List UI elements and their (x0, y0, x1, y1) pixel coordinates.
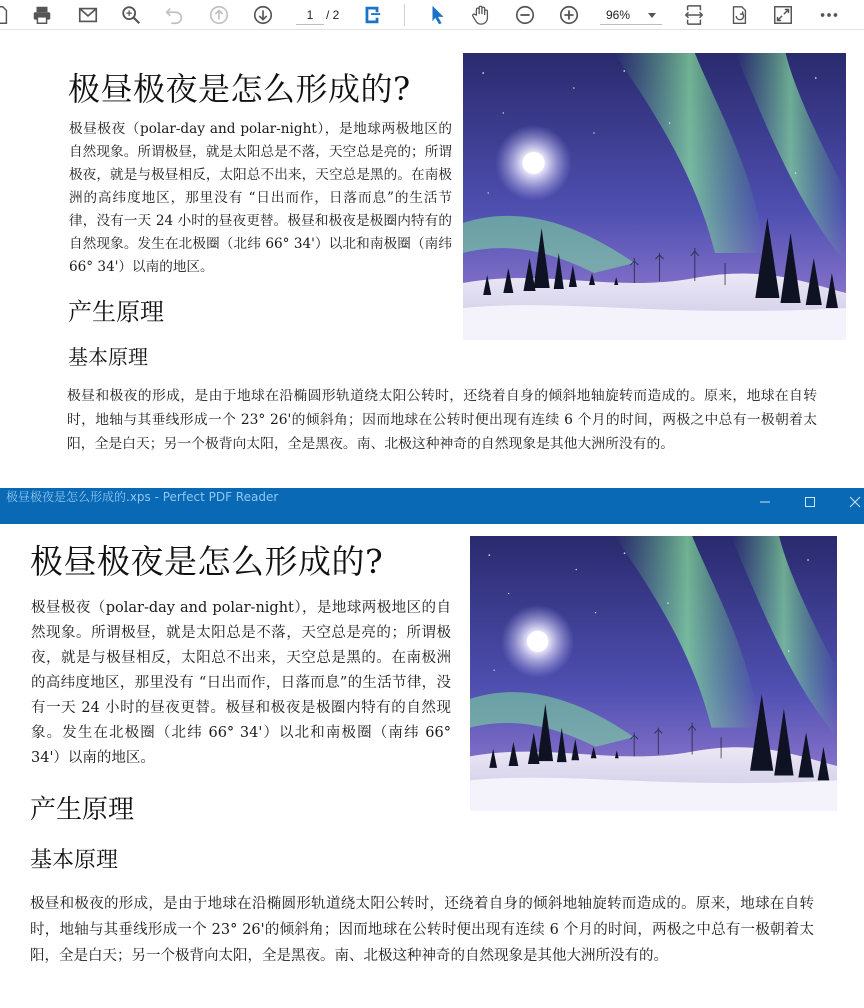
aurora-photo (463, 53, 846, 340)
zoom-out-icon[interactable] (511, 1, 539, 29)
subsection-heading-basic: 基本原理 (68, 345, 148, 369)
close-button[interactable] (835, 488, 864, 516)
page-title: 极昼极夜是怎么形成的? (68, 70, 411, 108)
toolbar-divider (404, 4, 405, 26)
page-number-input[interactable]: 1 (296, 5, 324, 25)
print-icon[interactable] (28, 1, 56, 29)
intro-paragraph: 极昼极夜（polar-day and polar-night），是地球两极地区的自然现象。所谓极昼，就是太阳总是不落，天空总是亮的；所谓极夜，就是与极昼相反，太阳总不出来，天空总是黑的。在南极洲的高纬度地区，那里没有 “日出而作，日落而息”的生活节律，没有一天 24 小时的昼夜更替。极昼和极夜是极圈内特有的自然现象。发生在北极圈（北纬 66° 34'）以北和南极圈（南纬 66° 34'）以南的地区。 (31, 600, 451, 766)
select-pointer-icon[interactable] (424, 1, 452, 29)
mail-icon[interactable] (74, 1, 102, 29)
window-title-bar (0, 488, 864, 524)
maximize-icon (804, 496, 816, 508)
fullscreen-icon[interactable] (769, 1, 797, 29)
minimize-button[interactable] (745, 488, 785, 516)
arrow-up-icon[interactable] (205, 1, 233, 29)
fit-width-icon[interactable] (680, 1, 708, 29)
page-title: 极昼极夜是怎么形成的? (30, 542, 384, 581)
maximize-button[interactable] (790, 488, 830, 516)
basic-principle-paragraph: 极昼和极夜的形成，是由于地球在沿椭圆形轨道绕太阳公转时，还绕着自身的倾斜地轴旋转而造成的。原来，地球在自转时，地轴与其垂线形成一个 23° 26'的倾斜角；因而地球在公转时便出现有连续 6 个月的时间，两极之中总有一极朝着太阳，全是白天；另一个极背向太阳，全是黑夜。南、北极这种神奇的自然现象是其他大洲所没有的。 (67, 388, 817, 452)
document-page-view-2[interactable] (0, 524, 864, 1008)
more-icon[interactable] (815, 1, 843, 29)
intro-paragraph: 极昼极夜（polar-day and polar-night），是地球两极地区的自然现象。所谓极昼，就是太阳总是不落，天空总是亮的；所谓极夜，就是与极昼相反，太阳总不出来，天空总是黑的。在南极洲的高纬度地区，那里没有 “日出而作，日落而息”的生活节律，没有一天 24 小时的昼夜更替。极昼和极夜是极圈内特有的自然现象。发生在北极圈（北纬 66° 34'）以北和南极圈（南纬 66° 34'）以南的地区。 (69, 121, 452, 275)
page-total-label: / 2 (326, 8, 340, 22)
window-title: 极昼极夜是怎么形成的.xps - Perfect PDF Reader (6, 490, 279, 504)
aurora-photo (470, 536, 837, 811)
zoom-select[interactable] (600, 5, 662, 25)
undo-icon[interactable] (160, 1, 188, 29)
chevron-down-icon (648, 13, 656, 18)
section-heading-cause: 产生原理 (68, 298, 164, 326)
arrow-down-icon[interactable] (249, 1, 277, 29)
search-icon[interactable] (117, 1, 145, 29)
document-page-view[interactable] (0, 30, 864, 488)
hand-tool-icon[interactable] (467, 1, 495, 29)
zoom-value: 96% (606, 8, 631, 22)
section-heading-cause: 产生原理 (30, 795, 135, 825)
reader-toolbar (0, 0, 864, 30)
fit-page-icon[interactable] (358, 1, 386, 29)
rotate-icon[interactable] (725, 1, 753, 29)
minimize-icon (759, 496, 771, 508)
open-file-icon[interactable] (0, 1, 14, 29)
subsection-heading-basic: 基本原理 (30, 848, 119, 873)
close-icon (849, 496, 861, 508)
zoom-in-icon[interactable] (555, 1, 583, 29)
basic-principle-paragraph: 极昼和极夜的形成，是由于地球在沿椭圆形轨道绕太阳公转时，还绕着自身的倾斜地轴旋转而造成的。原来，地球在自转时，地轴与其垂线形成一个 23° 26'的倾斜角；因而地球在公转时便出现有连续 6 个月的时间，两极之中总有一极朝着太阳，全是白天；另一个极背向太阳，全是黑夜。南、北极这种神奇的自然现象是其他大洲所没有的。 (30, 896, 814, 964)
